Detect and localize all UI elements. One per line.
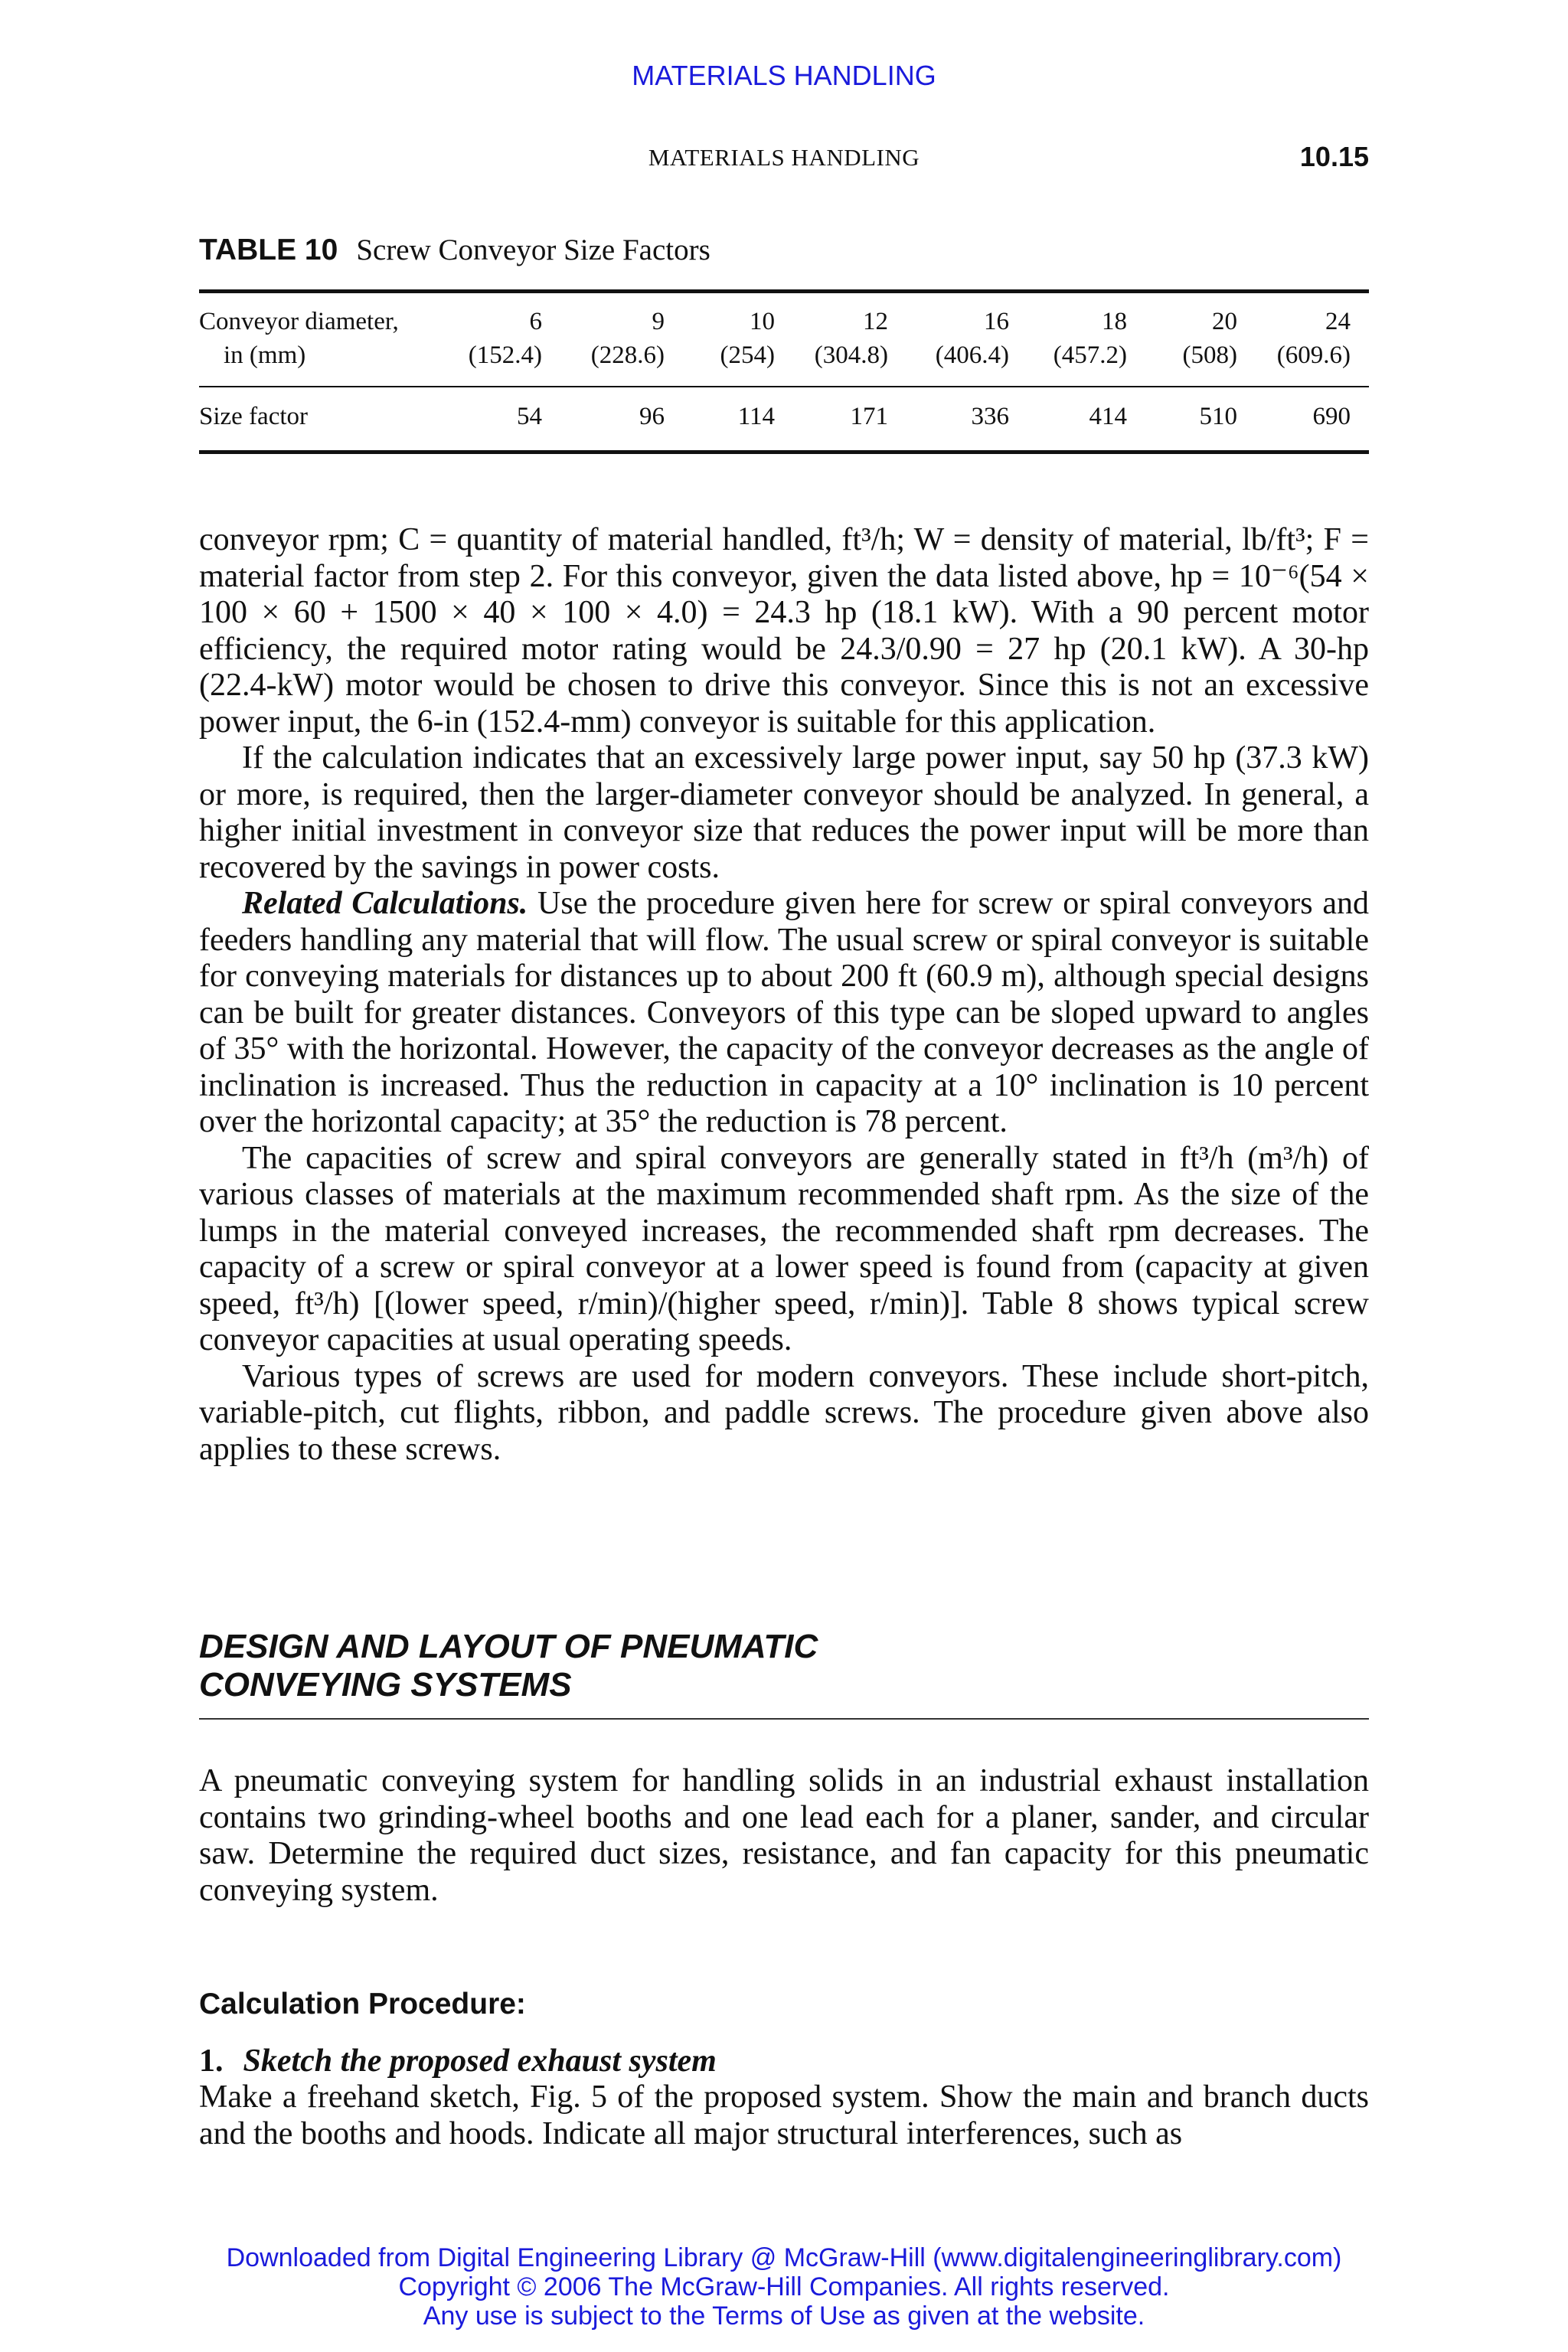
body-text [199,522,1369,1468]
section-heading-line: DESIGN AND LAYOUT OF PNEUMATIC [199,1628,818,1665]
row-header-units: in (mm) [224,341,306,369]
step-number: 1. [199,2043,224,2079]
table-title: Screw Conveyor Size Factors [356,234,710,266]
table-cell-factor: 336 [971,403,1009,430]
table-mid-rule [199,386,1369,387]
table-cell-in: 9 [652,308,665,335]
table-caption [199,233,710,267]
table-cell-factor: 414 [1089,403,1127,430]
step-body: Make a freehand sketch, Fig. 5 of the proposed system. Show the main and branch ducts and the booths and hoods. Indicate all major structural interferences, such as [199,2079,1369,2151]
table-cell-factor: 54 [517,403,542,430]
table-cell-mm: (406.4) [935,341,1009,369]
table-cell-factor: 510 [1199,403,1237,430]
step-title-text: Sketch the proposed exhaust system [243,2043,717,2079]
table-cell-in: 16 [984,308,1009,335]
top-link[interactable]: MATERIALS HANDLING [632,60,936,91]
table-top-rule [199,289,1369,293]
related-calculations-lead: Related Calculations. [242,886,528,921]
paragraph: The capacities of screw and spiral conveyors are generally stated in ft³/h (m³/h) of various classes of materials at the maximum recommended shaft rpm. As the size of the lumps in the material conveyed increases, the recommended shaft rpm decreases. The capacity of a screw or spiral conveyor at a lower speed is found from (capacity at given speed, ft³/h) [(lower speed, r/min)/(higher speed, r/min)]. Table 8 shows typical screw conveyor capacities at usual operating speeds. [199,1140,1369,1357]
table-cell-in: 10 [750,308,775,335]
paragraph: If the calculation indicates that an excessively large power input, say 50 hp (37.3 kW) or more, is required, then the larger-diameter conveyor should be analyzed. In general, a higher initial investment in conveyor size that reduces the power input will be more than recovered by the savings in power costs. [199,740,1369,885]
table-bottom-rule [199,450,1369,454]
table-label: TABLE 10 [199,234,338,266]
table-cell-mm: (254) [720,341,775,369]
table-cell-in: 24 [1325,308,1351,335]
calculation-procedure-heading: Calculation Procedure: [199,1988,526,2020]
paragraph: Various types of screws are used for modern conveyors. These include short-pitch, variable-pitch, cut flights, ribbon, and paddle screws. The procedure given above also applies to these screws. [199,1358,1369,1467]
row-header-size-factor: Size factor [199,403,309,430]
section-heading-line: CONVEYING SYSTEMS [199,1666,572,1704]
table-cell-factor: 114 [737,403,775,430]
table-cell-in: 20 [1212,308,1237,335]
footer-copyright: Copyright © 2006 The McGraw-Hill Companies. All rights reserved. [398,2272,1170,2301]
table-cell-factor: 96 [639,403,665,430]
table-cell-mm: (228.6) [590,341,665,369]
row-header-diameter: Conveyor diameter, [199,308,399,335]
step-title [199,2043,717,2079]
paragraph [199,886,1369,1141]
table-cell-factor: 690 [1312,403,1351,430]
paragraph: conveyor rpm; C = quantity of material handled, ft³/h; W = density of material, lb/ft³; F = material factor from step 2. For this conveyor, given the data listed above, hp = 10⁻⁶(54 × 100 × 60 + 1500 × 40 × 100 × 4.0) = 24.3 hp (18.1 kW). With a 90 percent motor efficiency, the required motor rating would be 24.3/0.90 = 27 hp (20.1 kW). A 30-hp (22.4-kW) motor would be chosen to drive this conveyor. Since this is not an excessive power input, the 6-in (152.4-mm) conveyor is suitable for this application. [199,522,1369,740]
table-cell-mm: (304.8) [814,341,888,369]
running-head: MATERIALS HANDLING [648,144,920,171]
table-cell-mm: (609.6) [1276,341,1351,369]
page-number: 10.15 [1299,141,1369,172]
table-cell-in: 6 [529,308,542,335]
section-body: A pneumatic conveying system for handling solids in an industrial exhaust installation contains two grinding-wheel booths and one lead each for a planer, sander, and circular saw. Determine the required duct sizes, resistance, and fan capacity for this pneumatic conveying system. [199,1763,1369,1908]
table-cell-factor: 171 [850,403,888,430]
section-rule [199,1718,1369,1720]
section-heading [199,1628,818,1704]
table-cell-in: 12 [863,308,888,335]
table-cell-mm: (457.2) [1053,341,1127,369]
paragraph-text: Use the procedure given here for screw or spiral conveyors and feeders handling any material that will flow. The usual screw or spiral conveyor is suitable for conveying materials for distances up to about 200 ft (60.9 m), although special designs can be built for greater distances. Conveyors of this type can be sloped upward to angles of 35° with the horizontal. However, the capacity of the conveyor decreases as the angle of inclination is increased. Thus the reduction in capacity at a 10° inclination is 10 percent over the horizontal capacity; at 35° the reduction is 78 percent. [199,886,1370,1139]
table-cell-mm: (152.4) [468,341,542,369]
footer-download-link[interactable]: Downloaded from Digital Engineering Library @ McGraw-Hill (www.digitalengineeringlibrary.com) [226,2243,1342,2272]
footer-terms: Any use is subject to the Terms of Use as given at the website. [423,2301,1145,2331]
table-cell-mm: (508) [1182,341,1237,369]
table-cell-in: 18 [1102,308,1127,335]
